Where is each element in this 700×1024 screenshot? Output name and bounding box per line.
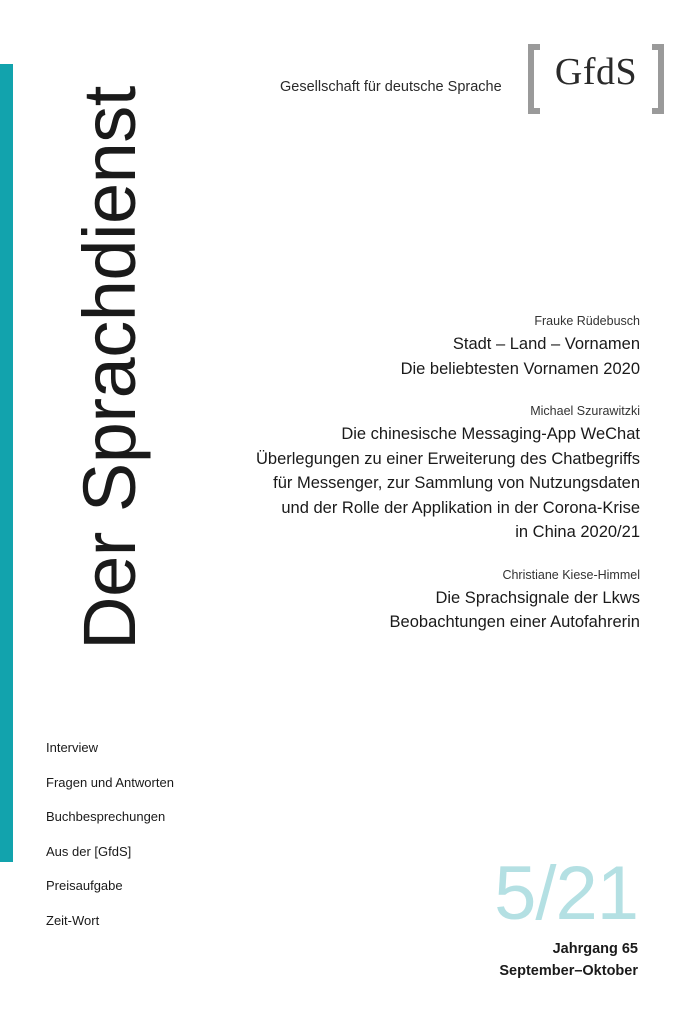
article bbox=[200, 312, 640, 381]
article-title: Die Sprachsignale der Lkws bbox=[435, 588, 640, 607]
logo-right-bracket bbox=[652, 44, 664, 114]
issue-months: September–Oktober bbox=[499, 963, 638, 979]
issue-volume: Jahrgang 65 bbox=[552, 941, 638, 957]
article-author: Michael Szurawitzki bbox=[530, 404, 640, 418]
publisher-name: Gesellschaft für deutsche Sprache bbox=[280, 79, 502, 95]
logo-left-bracket bbox=[528, 44, 540, 114]
article-subtitle: für Messenger, zur Sammlung von Nutzungsdaten bbox=[273, 474, 640, 492]
masthead-title: Der Sprachdienst bbox=[68, 86, 151, 650]
article-subtitle: in China 2020/21 bbox=[515, 523, 640, 541]
article bbox=[200, 566, 640, 635]
gfds-logo bbox=[528, 44, 664, 116]
section-item: Aus der [GfdS] bbox=[46, 843, 132, 859]
section-list bbox=[46, 731, 174, 938]
section-item: Fragen und Antworten bbox=[46, 774, 174, 790]
article-list bbox=[200, 312, 640, 656]
article-subtitle: und der Rolle der Applikation in der Corona-Krise bbox=[281, 498, 640, 517]
article-subtitle: Die beliebtesten Vornamen 2020 bbox=[400, 359, 640, 378]
section-item: Buchbesprechungen bbox=[46, 809, 166, 824]
logo-text: GfdS bbox=[554, 51, 638, 93]
article-author: Frauke Rüdebusch bbox=[534, 314, 640, 328]
article-author: Christiane Kiese-Himmel bbox=[502, 567, 640, 582]
article-subtitle: Überlegungen zu einer Erweiterung des Chatbegriffs bbox=[255, 449, 640, 468]
article-title: Die chinesische Messaging-App WeChat bbox=[341, 425, 640, 443]
issue-number: 5/21 bbox=[494, 851, 638, 936]
accent-bar bbox=[0, 64, 13, 862]
article bbox=[200, 402, 640, 545]
article-title: Stadt – Land – Vornamen bbox=[452, 335, 640, 353]
section-item: Zeit-Wort bbox=[46, 912, 100, 928]
section-item: Preisaufgabe bbox=[46, 878, 123, 893]
article-subtitle: Beobachtungen einer Autofahrerin bbox=[389, 613, 640, 631]
section-item: Interview bbox=[46, 740, 99, 755]
